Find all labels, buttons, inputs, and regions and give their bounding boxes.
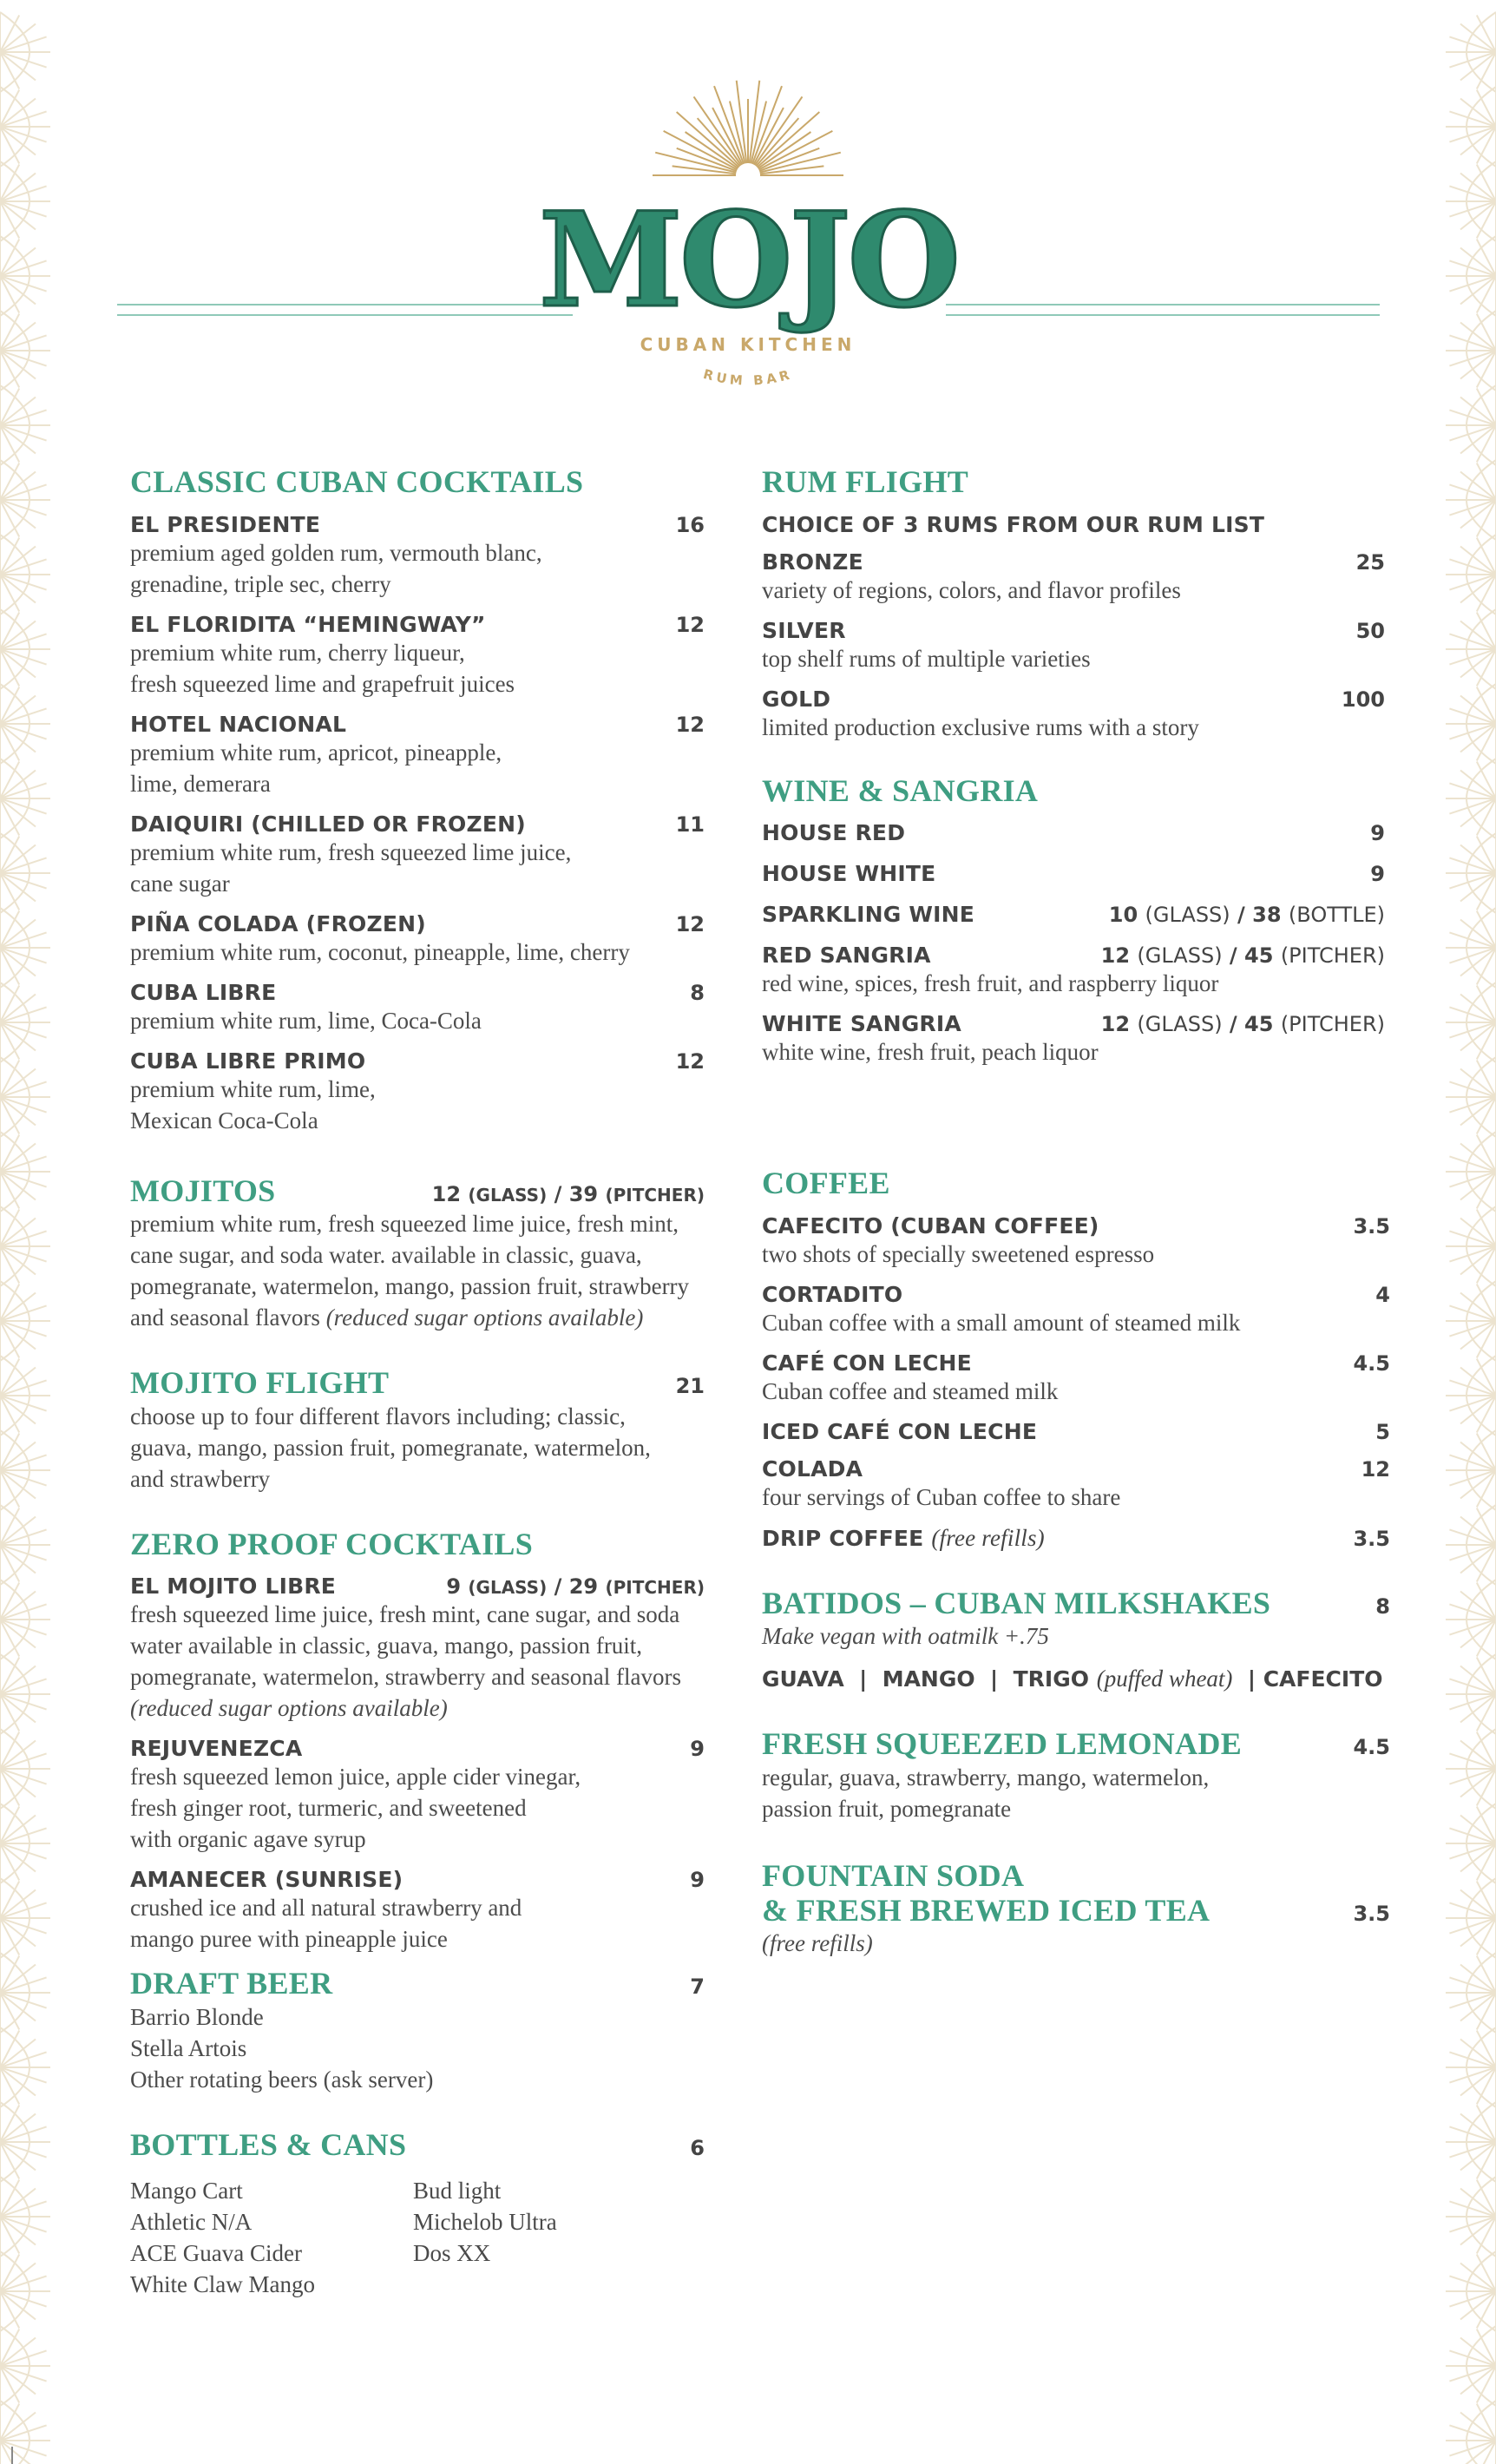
classic-item-desc-line: premium white rum, fresh squeezed lime juice,: [130, 838, 572, 865]
fan-motif: [1446, 833, 1496, 913]
coffee-item-price: 12: [1361, 1456, 1390, 1482]
fan-motif: [1446, 1356, 1496, 1436]
fan-motif: [0, 759, 50, 838]
fan-motif: [1446, 1654, 1496, 1734]
mojito-flight-desc: choose up to four different flavors including; classic, guava, mango, passion fruit, pomegranate, watermelon, and strawberry: [130, 1403, 651, 1492]
fan-motif: [1446, 1729, 1496, 1809]
fan-motif: [0, 2102, 50, 2182]
fan-motif: [0, 684, 50, 764]
zero-title: ZERO PROOF COCKTAILS: [130, 1526, 534, 1561]
classic-item-desc-line: premium white rum, lime,: [130, 1075, 376, 1102]
coffee-drip: DRIP COFFEE (free refills) 3.5: [762, 1524, 1390, 1551]
classic-item-desc-line: lime, demerara: [130, 770, 271, 797]
classic-item-desc-line: premium white rum, lime, Coca-Cola: [130, 1007, 482, 1034]
fan-motif: [1446, 2401, 1496, 2464]
batidos-flavors: GUAVA | MANGO | TRIGO (puffed wheat) | CAFECITO: [762, 1666, 1383, 1692]
rum-item-desc: limited production exclusive rums with a story: [762, 713, 1199, 740]
zero-amanecer-desc: crushed ice and all natural strawberry and mango puree with pineapple juice: [130, 1895, 522, 1953]
left-column: [130, 465, 705, 2300]
classic-item-name: DAIQUIRI (CHILLED OR FROZEN): [130, 811, 526, 837]
coffee-item-price: 4: [1375, 1282, 1390, 1307]
rum-item-name: BRONZE: [762, 549, 863, 575]
classic-item-desc: [130, 837, 705, 899]
fan-motif: [0, 1580, 50, 1659]
lemonade-header: [762, 1727, 1390, 1762]
classic-item-desc-line: premium white rum, cherry liqueur,: [130, 639, 465, 666]
batidos-price: 8: [1375, 1593, 1390, 1619]
fan-motif: [1446, 2102, 1496, 2182]
mojitos-title: MOJITOS: [130, 1173, 276, 1208]
coffee-title: COFFEE: [762, 1166, 890, 1201]
mojito-flight-header: [130, 1366, 705, 1401]
soda-price: 3.5: [1353, 1901, 1390, 1926]
rum-item-price: 100: [1341, 687, 1385, 712]
rum-item-2: [762, 687, 1385, 712]
wine-red-sangria-desc: red wine, spices, fresh fruit, and raspberry liquor: [762, 970, 1219, 997]
coffee-item-0: [762, 1213, 1390, 1239]
fan-motif: [1446, 1206, 1496, 1286]
rum-item-0: [762, 549, 1385, 575]
fan-motif: [0, 1505, 50, 1585]
fan-motif: [0, 2027, 50, 2107]
coffee-item-name: CAFÉ CON LECHE: [762, 1350, 972, 1376]
zero-amanecer-header: AMANECER (SUNRISE) 9: [130, 1867, 705, 1893]
coffee-item-name: CORTADITO: [762, 1281, 903, 1307]
wine-white-sangria-desc: white wine, fresh fruit, peach liquor: [762, 1039, 1099, 1066]
classic-item-price: 12: [675, 612, 705, 637]
coffee-list: [762, 1213, 1390, 1513]
classic-item-desc-line: Mexican Coca-Cola: [130, 1107, 318, 1133]
classic-item-desc: [130, 537, 705, 600]
fan-motif: [1446, 2251, 1496, 2331]
fan-motif: [1446, 1281, 1496, 1361]
fan-motif: [0, 833, 50, 913]
fan-motif: [1446, 759, 1496, 838]
mojito-flight-title: MOJITO FLIGHT: [130, 1365, 390, 1401]
bottles-list: [130, 2175, 705, 2300]
fan-motif: [0, 1057, 50, 1137]
logo-subtitle: CUBAN KITCHEN: [640, 334, 856, 355]
fan-motif: [0, 535, 50, 614]
mojito-flight-price: 21: [675, 1374, 705, 1399]
coffee-item-price: 3.5: [1353, 1213, 1390, 1239]
rum-item-price: 50: [1355, 618, 1385, 643]
fan-motif: [0, 1878, 50, 1958]
classic-item-desc: [130, 1005, 705, 1036]
rum-item-name: GOLD: [762, 686, 831, 712]
coffee-item-price: 5: [1375, 1419, 1390, 1444]
classic-item-price: 8: [690, 980, 705, 1005]
rum-flight-subtitle: CHOICE OF 3 RUMS FROM OUR RUM LIST: [762, 511, 1265, 537]
classic-item-desc-line: premium white rum, apricot, pineapple,: [130, 739, 502, 765]
draft-title: DRAFT BEER: [130, 1966, 333, 2001]
zero-rejuv-desc: fresh squeezed lemon juice, apple cider vinegar, fresh ginger root, turmeric, and sweetened with organic agave syrup: [130, 1764, 581, 1853]
rum-item-price: 25: [1355, 549, 1385, 575]
classic-item-name: EL FLORIDITA “HEMINGWAY”: [130, 611, 486, 637]
classic-item-desc-line: fresh squeezed lime and grapefruit juices: [130, 670, 515, 697]
fan-motif: [1446, 1804, 1496, 1883]
classic-item-name: CUBA LIBRE PRIMO: [130, 1048, 366, 1074]
fan-motif: [0, 609, 50, 689]
crop-mark: [11, 2447, 13, 2464]
coffee-item-desc: Cuban coffee and steamed milk: [762, 1377, 1059, 1404]
rum-item-name: SILVER: [762, 617, 846, 643]
classic-list: [130, 512, 705, 1136]
fan-motif: [0, 908, 50, 988]
classic-item-price: 11: [675, 811, 705, 837]
fan-motif: [1446, 535, 1496, 614]
classic-item-2: [130, 712, 705, 737]
classic-item-name: CUBA LIBRE: [130, 979, 277, 1005]
fan-motif: [0, 2326, 50, 2406]
classic-item-5: [130, 980, 705, 1005]
classic-item-desc: [130, 737, 705, 799]
fan-motif: [1446, 1430, 1496, 1510]
batidos-vegan: Make vegan with oatmilk +.75: [762, 1623, 1049, 1650]
fan-motif: [0, 1281, 50, 1361]
classic-item-3: [130, 811, 705, 837]
classic-item-6: [130, 1048, 705, 1074]
fan-motif: [0, 1654, 50, 1734]
fan-motif: [0, 1430, 50, 1510]
draft-list: Barrio Blonde Stella Artois Other rotating beers (ask server): [130, 2003, 434, 2093]
fan-motif: [0, 1953, 50, 2033]
bottles-price: 6: [690, 2135, 705, 2160]
bottles-col-2: Bud light Michelob Ultra Dos XX: [413, 2177, 557, 2266]
logo-rum-bar: RUM BAR: [701, 365, 795, 389]
logo-area: [0, 52, 1496, 417]
soda-note: (free refills): [762, 1930, 873, 1957]
coffee-item-4: [762, 1456, 1390, 1482]
classic-item-desc-line: premium white rum, coconut, pineapple, lime, cherry: [130, 938, 630, 965]
rum-item-1: [762, 618, 1385, 643]
zero-rejuv-header: REJUVENEZCA 9: [130, 1736, 705, 1762]
logo-wordmark: MOJO: [538, 184, 958, 337]
classic-item-1: [130, 612, 705, 637]
fan-motif: [1446, 1505, 1496, 1585]
classic-title: CLASSIC CUBAN COCKTAILS: [130, 464, 584, 499]
draft-price: 7: [690, 1974, 705, 2000]
fan-motif: [1446, 2326, 1496, 2406]
fan-motif: [0, 1132, 50, 1212]
zero-libre-header: EL MOJITO LIBRE 9 (GLASS) / 29 (PITCHER): [130, 1574, 705, 1600]
fan-motif: [1446, 1580, 1496, 1659]
fan-motif: [1446, 1132, 1496, 1212]
classic-item-price: 12: [675, 1048, 705, 1074]
classic-item-desc-line: premium aged golden rum, vermouth blanc,: [130, 539, 542, 566]
fan-motif: [1446, 1878, 1496, 1958]
logo: [0, 52, 1496, 417]
wine-sparkling: SPARKLING WINE 10 (GLASS) / 38 (BOTTLE): [762, 902, 1385, 928]
fan-motif: [0, 1729, 50, 1809]
wine-house-white: HOUSE WHITE 9: [762, 861, 1385, 887]
zero-libre-desc: fresh squeezed lime juice, fresh mint, cane sugar, and soda water available in classic, guava, mango, passion fruit, pomegranate, watermelon, strawberry and seasonal flavors (reduced sugar options available): [130, 1601, 682, 1722]
coffee-item-desc: two shots of specially sweetened espresso: [762, 1240, 1155, 1267]
classic-item-desc-line: grenadine, triple sec, cherry: [130, 570, 391, 597]
draft-header: [130, 1967, 705, 2001]
rum-list: [762, 549, 1385, 743]
classic-item-desc: [130, 936, 705, 968]
fan-motif: [1446, 2027, 1496, 2107]
rum-item-desc: top shelf rums of multiple varieties: [762, 645, 1091, 672]
fan-motif: [0, 982, 50, 1062]
fan-motif: [1446, 1057, 1496, 1137]
coffee-item-desc: Cuban coffee with a small amount of steamed milk: [762, 1309, 1241, 1336]
bottles-header: [130, 2128, 705, 2163]
sunburst-icon: [653, 81, 843, 175]
soda-title-1: FOUNTAIN SODA: [762, 1857, 1025, 1893]
bottles-title: BOTTLES & CANS: [130, 2126, 407, 2162]
fan-motif: [0, 1206, 50, 1286]
wine-white-sangria: WHITE SANGRIA 12 (GLASS) / 45 (PITCHER): [762, 1011, 1385, 1037]
coffee-item-price: 4.5: [1353, 1350, 1390, 1376]
classic-item-price: 12: [675, 712, 705, 737]
fan-motif: [1446, 1953, 1496, 2033]
coffee-item-name: ICED CAFÉ CON LECHE: [762, 1418, 1038, 1444]
fan-motif: [0, 1804, 50, 1883]
fan-motif: [0, 2401, 50, 2464]
wine-red-sangria: RED SANGRIA 12 (GLASS) / 45 (PITCHER): [762, 943, 1385, 969]
classic-item-name: EL PRESIDENTE: [130, 511, 321, 537]
fan-motif: [1446, 684, 1496, 764]
classic-item-desc: [130, 1074, 705, 1136]
coffee-item-name: COLADA: [762, 1455, 863, 1482]
classic-item-price: 16: [675, 512, 705, 537]
right-column: [762, 465, 1390, 1959]
fan-motif: [1446, 2177, 1496, 2257]
classic-item-0: [130, 512, 705, 537]
classic-item-name: HOTEL NACIONAL: [130, 711, 347, 737]
classic-item-price: 12: [675, 911, 705, 936]
wine-title: WINE & SANGRIA: [762, 772, 1039, 808]
rum-flight-title: RUM FLIGHT: [762, 464, 969, 499]
classic-item-name: PIÑA COLADA (FROZEN): [130, 910, 426, 936]
classic-item-desc-line: cane sugar: [130, 870, 230, 897]
fan-motif: [1446, 908, 1496, 988]
mojitos-desc: premium white rum, fresh squeezed lime juice, fresh mint, cane sugar, and soda water. available in classic, guava, pomegranate, watermelon, mango, passion fruit, strawberry and seasonal flavors (reduced sugar options available): [130, 1211, 690, 1331]
wine-house-red: HOUSE RED 9: [762, 820, 1385, 846]
rum-item-desc: variety of regions, colors, and flavor profiles: [762, 576, 1181, 603]
mojitos-header: [130, 1174, 705, 1209]
classic-item-desc: [130, 637, 705, 700]
coffee-item-3: [762, 1419, 1390, 1444]
coffee-item-name: CAFECITO (CUBAN COFFEE): [762, 1212, 1099, 1239]
lemonade-desc: regular, guava, strawberry, mango, watermelon, passion fruit, pomegranate: [762, 1764, 1210, 1822]
fan-motif: [1446, 460, 1496, 540]
soda-header: [762, 1894, 1390, 1928]
bottles-col-1: Mango Cart Athletic N/A ACE Guava Cider White Claw Mango: [130, 2177, 315, 2297]
fan-motif: [0, 2251, 50, 2331]
fan-motif: [0, 1356, 50, 1436]
coffee-item-2: [762, 1350, 1390, 1376]
mojitos-price: 12 (GLASS) / 39 (PITCHER): [431, 1181, 705, 1206]
fan-motif: [0, 2177, 50, 2257]
fan-motif: [0, 460, 50, 540]
lemonade-price: 4.5: [1353, 1735, 1390, 1760]
fan-motif: [1446, 609, 1496, 689]
coffee-item-desc: four servings of Cuban coffee to share: [762, 1483, 1121, 1510]
classic-item-4: [130, 911, 705, 936]
batidos-title: BATIDOS – CUBAN MILKSHAKES: [762, 1585, 1271, 1620]
soda-title-2: & FRESH BREWED ICED TEA: [762, 1892, 1211, 1928]
lemonade-title: FRESH SQUEEZED LEMONADE: [762, 1726, 1242, 1762]
coffee-item-1: [762, 1282, 1390, 1307]
batidos-header: [762, 1587, 1390, 1621]
fan-motif: [1446, 982, 1496, 1062]
